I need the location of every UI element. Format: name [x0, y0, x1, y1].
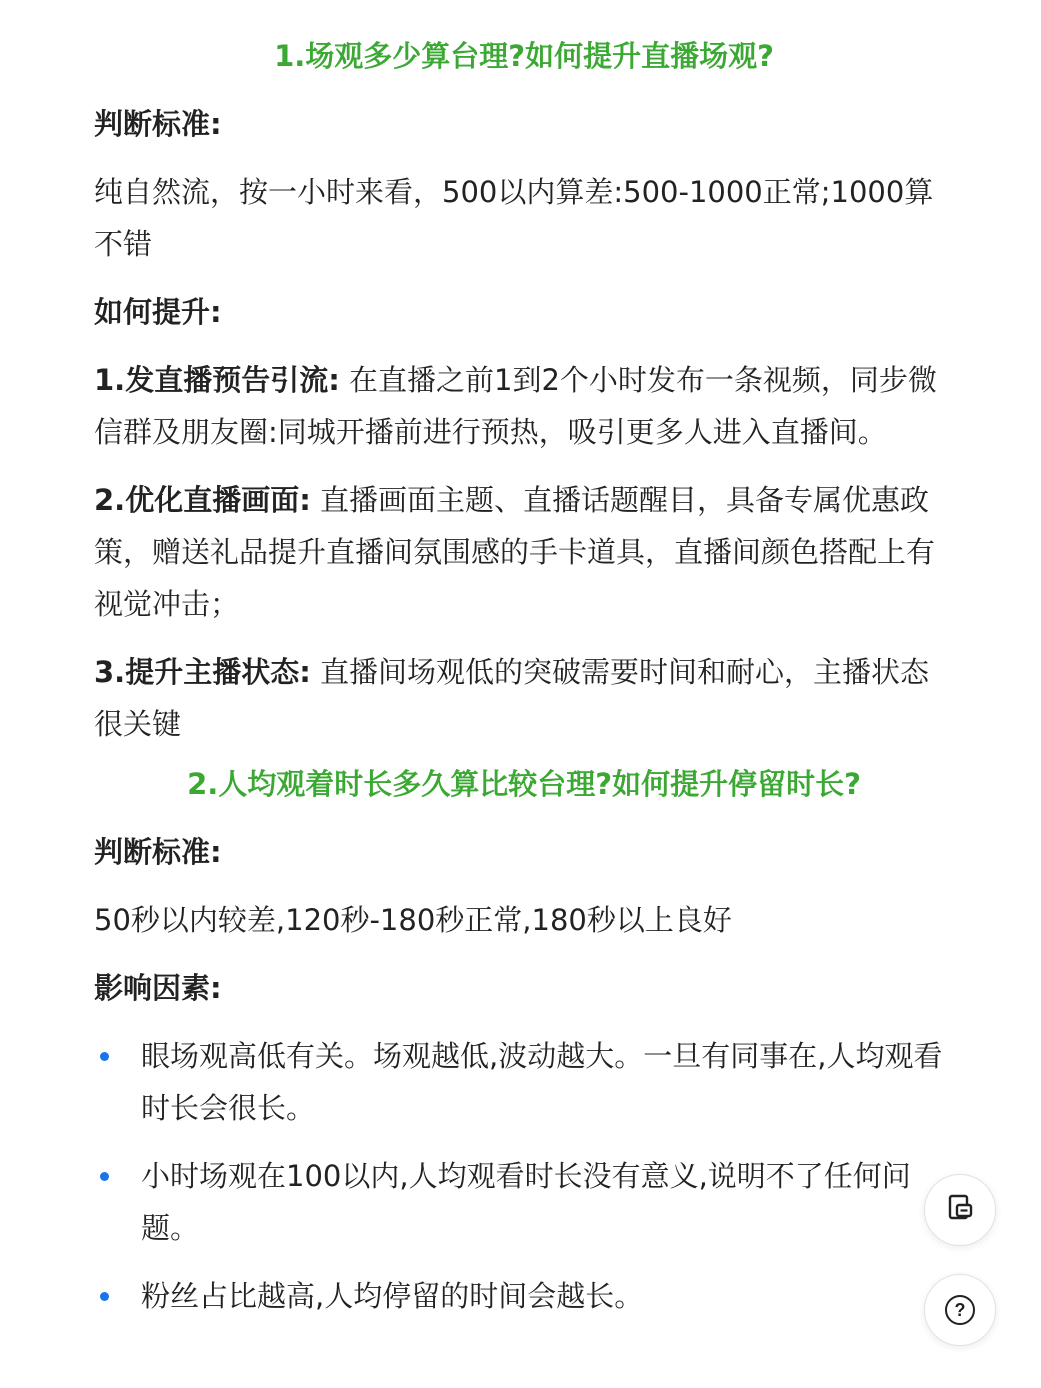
improve-item-2-body: 直播画面主题、直播话题醒目，具备专属优惠政策，赠送礼品提升直播间氛围感的手卡道具，直播间颜色搭配上有视觉冲击；	[94, 483, 936, 621]
list-item	[94, 1270, 954, 1322]
improve-item-2	[94, 474, 954, 630]
help-button[interactable]	[924, 1274, 996, 1346]
improve-item-3	[94, 646, 954, 750]
factors-list	[94, 1030, 954, 1322]
section-2-factors-label: 影响因素:	[94, 971, 222, 1005]
improve-item-3-body: 直播间场观低的突破需要时间和耐心，主播状态很关键	[94, 655, 930, 741]
improve-item-3-head: 3.提升主播状态:	[94, 655, 311, 689]
bullet-dot	[100, 1172, 109, 1181]
section-2-title: 2.人均观着时长多久算比较台理?如何提升停留时长?	[187, 767, 861, 801]
section-1-title: 1.场观多少算台理?如何提升直播场观?	[274, 39, 774, 73]
section-1-criteria-label: 判断标准:	[94, 107, 222, 141]
feedback-icon	[945, 1193, 975, 1227]
factor-text-3: 粉丝占比越高,人均停留的时间会越长。	[141, 1279, 644, 1313]
section-2-criteria-text: 50秒以内较差,120秒-180秒正常,180秒以上良好	[94, 903, 732, 937]
improve-item-2-head: 2.优化直播画面:	[94, 483, 311, 517]
section-2-criteria-label: 判断标准:	[94, 835, 222, 869]
section-1-improve-label: 如何提升:	[94, 295, 222, 329]
list-item	[94, 1030, 954, 1134]
improve-item-1-head: 1.发直播预告引流:	[94, 363, 340, 397]
bullet-dot	[100, 1292, 109, 1301]
improve-item-1-body: 在直播之前1到2个小时发布一条视频，同步微信群及朋友圈:同城开播前进行预热，吸引更多人进入直播间。	[94, 363, 937, 449]
factor-text-1: 眼场观高低有关。场观越低,波动越大。一旦有同事在,人均观看时长会很长。	[141, 1039, 943, 1125]
factor-text-2: 小时场观在100以内,人均观看时长没有意义,说明不了任何问题。	[141, 1159, 911, 1245]
feedback-button[interactable]	[924, 1174, 996, 1246]
help-icon	[945, 1295, 975, 1325]
list-item	[94, 1150, 954, 1254]
article	[94, 30, 954, 1338]
help-glyph: ?	[954, 1299, 966, 1320]
section-1-criteria-text: 纯自然流，按一小时来看，500以内算差:500-1000正常;1000算不错	[94, 175, 934, 261]
right-edge-mask	[998, 0, 1041, 1388]
bullet-dot	[100, 1052, 109, 1061]
improve-item-1	[94, 354, 954, 458]
